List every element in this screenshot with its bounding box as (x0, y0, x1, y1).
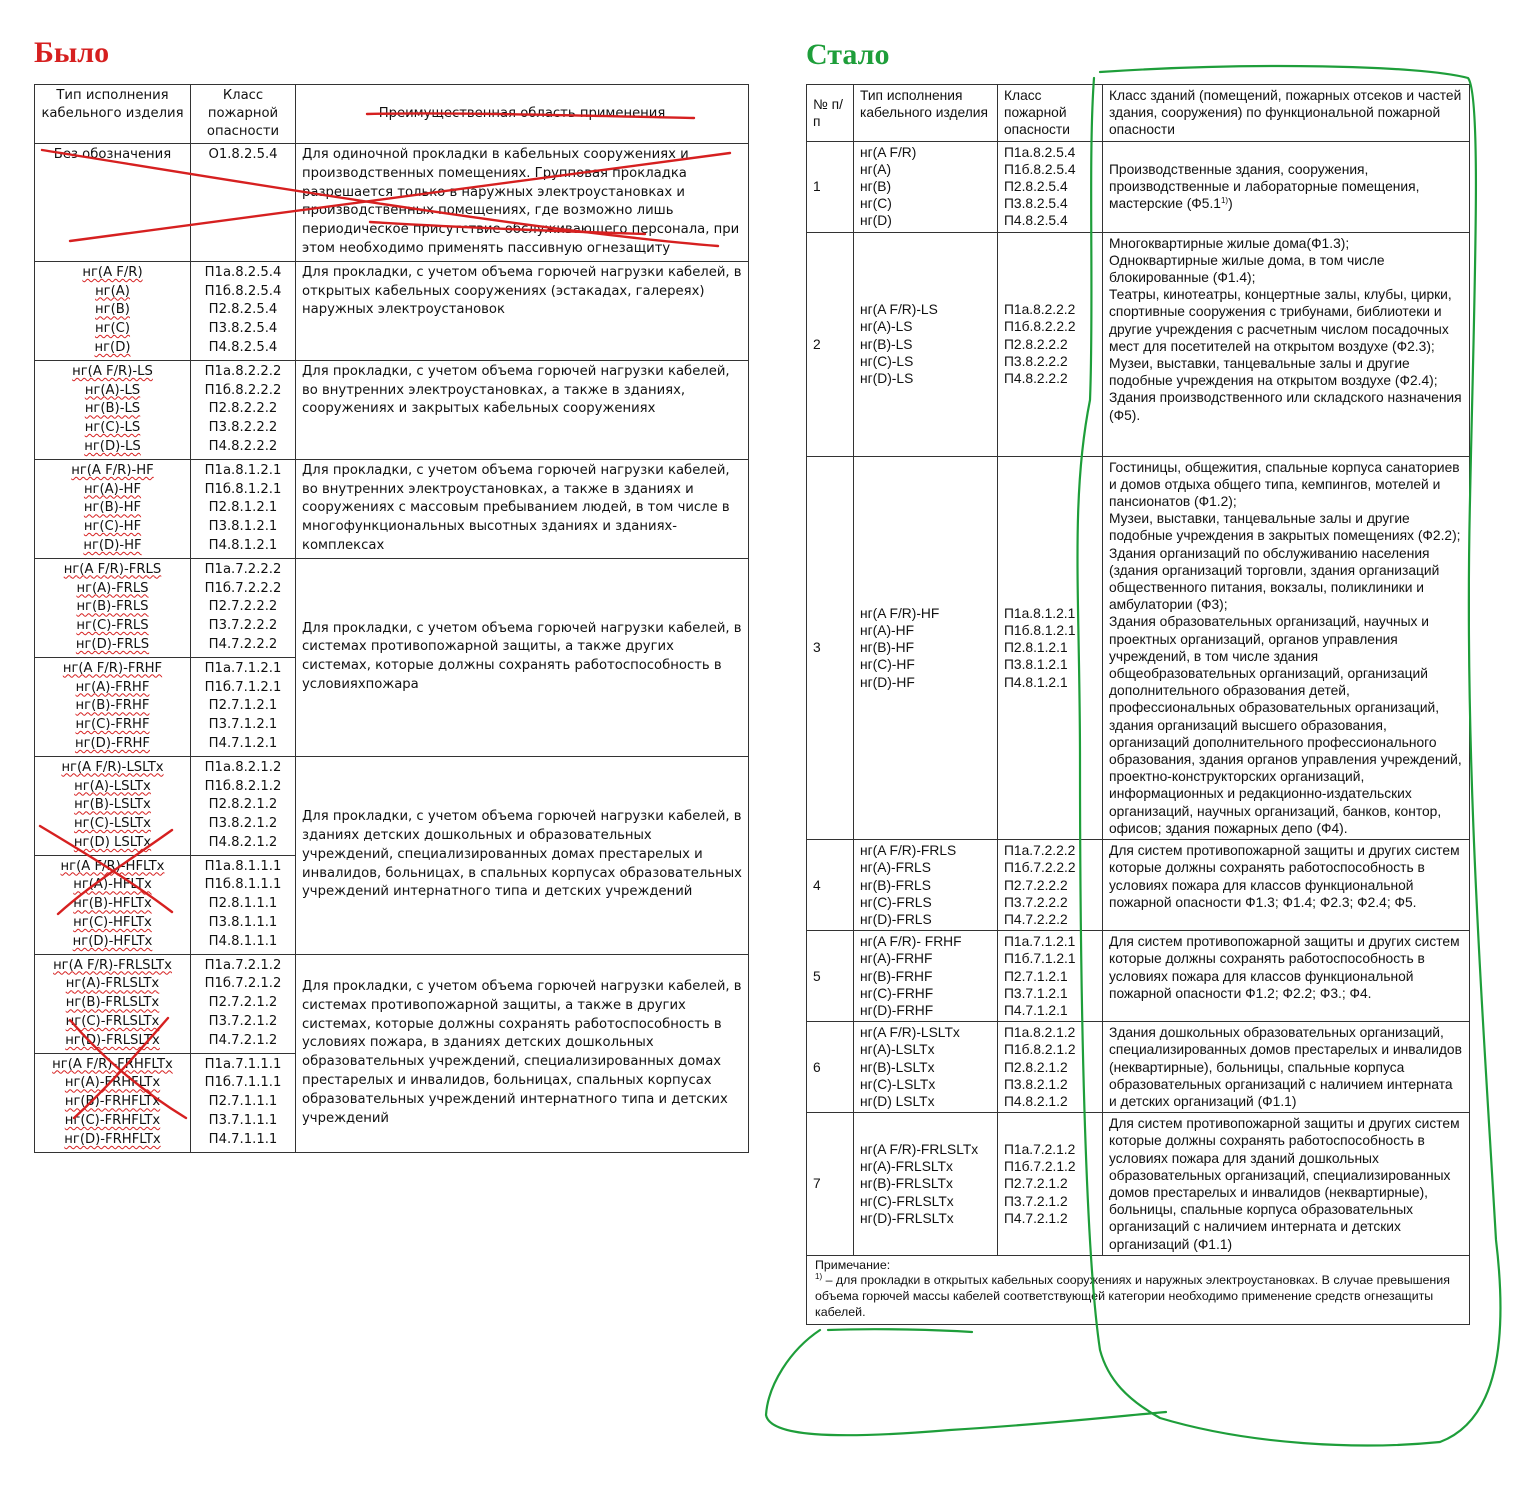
new-class-item: П1а.8.2.2.2 (1004, 302, 1076, 318)
old-class-item: П4.8.1.2.1 (208, 537, 278, 553)
old-type-item: нг(A)-HFLTx (73, 877, 152, 893)
old-type-item: нг(B)-FRLSLTx (65, 995, 160, 1011)
new-type-item: нг(A)-FRHF (860, 951, 933, 967)
new-desc-line: Многоквартирные жилые дома(Ф1.3); (1109, 235, 1350, 251)
new-row-types (854, 456, 998, 839)
new-row-types (854, 232, 998, 456)
new-class-item: П2.7.2.2.2 (1004, 877, 1068, 893)
old-class-item: П1а.8.2.5.4 (204, 264, 282, 280)
old-type-item: нг(D)-FRHF (74, 735, 150, 751)
old-row-types (35, 657, 191, 756)
old-type-item: нг(D)-FRLS (75, 636, 150, 652)
new-class-item: П3.7.2.2.2 (1004, 894, 1068, 910)
old-type-item: нг(D)-FRHFLTx (64, 1131, 161, 1147)
new-type-item: нг(D) (860, 213, 892, 229)
old-class-item: П1б.8.1.1.1 (204, 877, 282, 893)
old-class-item: П1а.7.2.1.2 (204, 957, 282, 973)
new-row-types (854, 840, 998, 931)
old-type-item: нг(A F/R)-LSLTx (61, 759, 164, 775)
old-class-item: П3.7.1.2.1 (208, 717, 278, 733)
old-class-item: П4.8.2.2.2 (208, 438, 278, 454)
new-desc-line: Одноквартирные жилые дома, в том числе блокированные (Ф1.4); (1109, 252, 1385, 286)
old-row-classes (191, 954, 296, 1053)
new-row-num: 6 (807, 1022, 854, 1113)
new-table-row (807, 141, 1470, 232)
new-row-num: 5 (807, 931, 854, 1022)
new-class-item: П1б.8.2.2.2 (1004, 319, 1076, 335)
old-row-classes (191, 657, 296, 756)
old-class-item: П1а.7.1.2.1 (204, 660, 282, 676)
new-row-desc (1103, 456, 1470, 839)
old-row-classes (191, 855, 296, 954)
new-class-item: П1б.7.2.1.2 (1004, 1159, 1076, 1175)
old-table-row (35, 360, 749, 459)
old-type-item: нг(D)-LS (84, 438, 141, 454)
old-class-item: П2.8.1.2.1 (208, 500, 278, 516)
new-type-item: нг(D)-FRLSLTx (860, 1210, 954, 1226)
old-type-item: нг(C)-FRLS (76, 618, 149, 634)
new-type-item: нг(D)-FRHF (860, 1002, 934, 1018)
old-class-item: П3.7.2.2.2 (208, 618, 278, 634)
new-type-item: нг(A) (860, 161, 892, 177)
old-table-row (35, 558, 749, 657)
new-type-item: нг(A)-LSLTx (860, 1042, 935, 1058)
new-type-item: нг(B)-LS (860, 336, 913, 352)
old-type-item: нг(B)-FRLS (76, 599, 149, 615)
old-table-row (35, 261, 749, 360)
new-row-num: 7 (807, 1113, 854, 1256)
new-class-item: П1а.7.2.2.2 (1004, 843, 1076, 859)
old-type-item: нг(A)-LSLTx (74, 778, 151, 794)
old-type-item: нг(C)-HFLTx (73, 915, 152, 931)
new-type-item: нг(B)-FRLS (860, 877, 931, 893)
old-class-item: П1а.8.1.2.1 (204, 462, 282, 478)
old-class-item: П1б.8.2.2.2 (204, 382, 282, 398)
new-table (806, 84, 1470, 1325)
new-type-item: нг(C)-FRLSLTx (860, 1193, 954, 1209)
new-class-item: П2.8.1.2.1 (1004, 640, 1068, 656)
new-class-item: П3.7.1.2.1 (1004, 985, 1068, 1001)
old-row-types (35, 360, 191, 459)
note-title: Примечание: (815, 1257, 891, 1272)
old-class-item: П3.7.2.1.2 (208, 1014, 278, 1030)
old-type-item: нг(C)-FRLSLTx (65, 1014, 160, 1030)
old-class-item: П2.7.1.2.1 (208, 698, 278, 714)
new-table-row (807, 840, 1470, 931)
old-type-item: нг(C)-FRHF (75, 717, 150, 733)
old-row-classes (191, 1053, 296, 1152)
new-type-item: нг(B)-FRLSLTx (860, 1176, 953, 1192)
old-class-item: О1.8.2.5.4 (208, 147, 278, 162)
old-type-item: нг(D) (94, 339, 131, 355)
new-class-item: П1а.8.2.1.2 (1004, 1025, 1076, 1041)
new-table-row (807, 1022, 1470, 1113)
note-text: – для прокладки в открытых кабельных сооружениях и наружных электроустановках. В случае превышения объема горючей массы кабелей соответствующей категории необходимо применение средств огнезащиты кабелей. (815, 1273, 1450, 1319)
old-class-item: П1б.7.1.2.1 (204, 679, 282, 695)
new-class-item: П1а.7.2.1.2 (1004, 1141, 1076, 1157)
old-type-item: нг(A F/R)-FRHF (62, 660, 163, 676)
new-row-desc (1103, 232, 1470, 456)
footnote-mark: 1) (1220, 196, 1229, 206)
new-type-item: нг(C)-FRLS (860, 894, 932, 910)
old-table (34, 84, 749, 1153)
new-desc-line: Музеи, выставки, танцевальные залы и другие подобные учреждения в закрытых помещениях (Ф2.2); (1109, 511, 1461, 544)
old-class-item: П1б.8.2.5.4 (204, 283, 282, 299)
new-class-item: П1а.8.1.2.1 (1004, 605, 1076, 621)
old-type-item: нг(C) (94, 321, 131, 337)
new-desc-line: Музеи, выставки, танцевальные залы и другие подобные учреждения на открытом воздухе (Ф2.4); (1109, 356, 1438, 389)
old-class-item: П1б.8.1.2.1 (204, 481, 282, 497)
old-type-item: нг(A F/R) (82, 264, 143, 280)
new-class-item: П4.8.2.1.2 (1004, 1093, 1068, 1109)
new-desc-line: Гостиницы, общежития, спальные корпуса санаториев и домов отдыха общего типа, кемпингов, мотелей и пансионатов (Ф1.2); (1109, 459, 1460, 510)
old-row-types (35, 756, 191, 855)
old-type-item: нг(D)-FRLSLTx (65, 1032, 160, 1048)
new-row-num: 2 (807, 232, 854, 456)
new-header-class: Класс пожарной опасности (998, 85, 1103, 142)
old-row-types (35, 261, 191, 360)
old-type-item: нг(B) (95, 302, 130, 318)
old-row-desc: Для одиночной прокладки в кабельных сооружениях и производственных помещениях. Групповая прокладка разрешается только в наружных электроустановках и производственных помещениях, где возможно лишь периодическое присутствие обслуживающего персонала, при этом необходимо применять пассивную огнезащиту (296, 144, 749, 262)
new-row-types (854, 1113, 998, 1256)
new-type-item: нг(D)-HF (860, 674, 915, 690)
new-type-item: нг(A)-FRLS (860, 860, 931, 876)
new-table-note (807, 1255, 1470, 1324)
new-class-item: П4.8.2.5.4 (1004, 213, 1068, 229)
old-class-item: П3.8.1.2.1 (208, 519, 278, 535)
old-table-header-row (35, 85, 749, 144)
new-row-desc-tail: ) (1228, 196, 1233, 212)
new-type-item: нг(A F/R)-FRLSLTx (860, 1141, 979, 1157)
new-row-num: 3 (807, 456, 854, 839)
new-row-types (854, 931, 998, 1022)
new-row-classes (998, 1022, 1103, 1113)
old-type-item: нг(A)-FRLS (76, 580, 149, 596)
old-type-item: нг(A) (95, 283, 130, 299)
old-row-desc: Для прокладки, с учетом объема горючей нагрузки кабелей, в зданиях детских дошкольных и образовательных учреждений, специализированных домах престарелых и инвалидов, больницах, в спальных корпусах образовательных учреждений интернатного типа и детских учреждений (296, 756, 749, 954)
old-row-classes (191, 756, 296, 855)
old-type-item: нг(A)-FRLSLTx (65, 976, 160, 992)
new-table-row (807, 456, 1470, 839)
new-type-item: нг(C)-LSLTx (860, 1076, 936, 1092)
old-class-item: П1б.7.1.1.1 (204, 1075, 282, 1091)
old-row-classes (191, 558, 296, 657)
new-type-item: нг(C) (860, 196, 892, 212)
old-row-types (35, 144, 191, 262)
old-class-item: П4.8.2.5.4 (208, 339, 278, 355)
new-class-item: П3.8.2.5.4 (1004, 196, 1068, 212)
new-class-item: П4.7.1.2.1 (1004, 1002, 1068, 1018)
old-type-item: нг(B)-FRHFLTx (64, 1094, 161, 1110)
new-row-classes (998, 931, 1103, 1022)
new-row-classes (998, 840, 1103, 931)
new-class-item: П3.8.1.2.1 (1004, 657, 1068, 673)
old-row-desc: Для прокладки, с учетом объема горючей нагрузки кабелей, в системах противопожарной защиты, а также других системах, которые должны сохранять работоспособность в условияхпожара (296, 558, 749, 756)
new-type-item: нг(A F/R)-LSLTx (860, 1025, 960, 1041)
old-row-classes (191, 261, 296, 360)
old-table-row (35, 144, 749, 262)
old-type-item: нг(D) LSLTx (73, 834, 152, 850)
old-header-class: Класс пожарной опасности (191, 85, 296, 144)
old-class-item: П1а.8.1.1.1 (204, 858, 282, 874)
old-row-types (35, 459, 191, 558)
old-class-item: П2.8.2.5.4 (208, 302, 278, 318)
new-row-desc: Для систем противопожарной защиты и других систем которые должны сохранять работоспособность в условиях пожара для классов функциональной пожарной опасности Ф1.2; Ф2.2; Ф3.; Ф4. (1103, 931, 1470, 1022)
new-class-item: П2.8.2.5.4 (1004, 179, 1068, 195)
old-header-area (296, 85, 749, 144)
old-type-item: нг(B)-HFLTx (73, 896, 152, 912)
old-class-item: П4.7.1.1.1 (208, 1131, 278, 1147)
old-type-item: нг(A F/R)-FRLSLTx (53, 957, 172, 973)
new-row-desc: Для систем противопожарной защиты и других систем которые должны сохранять работоспособность в условиях пожара для классов функциональной пожарной опасности Ф1.3; Ф1.4; Ф2.3; Ф2.4; Ф5. (1103, 840, 1470, 931)
old-class-item: П4.8.1.1.1 (208, 933, 278, 949)
old-class-item: П2.7.1.1.1 (208, 1094, 278, 1110)
new-class-item: П1а.8.2.5.4 (1004, 144, 1076, 160)
new-class-item: П3.7.2.1.2 (1004, 1193, 1068, 1209)
new-row-types (854, 141, 998, 232)
old-row-desc: Для прокладки, с учетом объема горючей нагрузки кабелей, в системах противопожарной защиты, а также в других системах, которые должны сохранять работоспособность в условиях пожара, в зданиях детских дошкольных образовательных учреждений, специализированных домах престарелых и инвалидов, больницах, спальных корпусах образовательных учреждений интернатного типа и детских учреждений (296, 954, 749, 1152)
new-row-desc: Для систем противопожарной защиты и других систем которые должны сохранять работоспособность в условиях пожара для зданий дошкольных образовательных организаций, специализированных домов престарелых и инвалидов (неквартирные), больницы, спальные корпуса образовательных организаций с наличием интерната и детских организаций (Ф1.1) (1103, 1113, 1470, 1256)
new-desc-line: Здания образовательных организаций, научных и проектных организаций, органов управления учреждений, в том числе здания общеобразовательных организаций, организаций дополнительного образования детей, профессиональных образовательных организаций, здания организаций высшего образования, организаций дополнительного профессионального образования, здания органов управления учреждений, проектно-конструкторских организаций, информационных и редакционно-издательских организаций, научных организаций, банков, контор, офисов; здания пожарных депо (Ф4). (1109, 614, 1462, 836)
new-type-item: нг(D)-LS (860, 370, 914, 386)
new-class-item: П4.7.2.1.2 (1004, 1210, 1068, 1226)
old-row-desc: Для прокладки, с учетом объема горючей нагрузки кабелей, в открытых кабельных сооружениях (эстакадах, галереях) наружных электроустановок (296, 261, 749, 360)
old-class-item: П4.7.2.1.2 (208, 1032, 278, 1048)
old-class-item: П4.7.2.2.2 (208, 636, 278, 652)
note-body (815, 1273, 1461, 1320)
old-header-type: Тип исполнения кабельного изделия (35, 85, 191, 144)
new-row-types (854, 1022, 998, 1113)
old-table-row (35, 756, 749, 855)
old-row-classes (191, 360, 296, 459)
old-class-item: П1б.8.2.1.2 (204, 778, 282, 794)
old-type-item: нг(D)-HFLTx (72, 933, 153, 949)
new-row-desc (1103, 141, 1470, 232)
new-type-item: нг(A F/R)-HF (860, 605, 940, 621)
new-type-item: нг(C)-LS (860, 353, 914, 369)
new-row-classes (998, 456, 1103, 839)
new-class-item: П1б.8.2.5.4 (1004, 161, 1076, 177)
old-type-item: нг(A F/R)-FRLS (63, 561, 162, 577)
old-class-item: П4.8.2.1.2 (208, 834, 278, 850)
new-type-item: нг(B)-HF (860, 640, 915, 656)
new-class-item: П1б.8.1.2.1 (1004, 623, 1076, 639)
old-type-item: Без обозначения (53, 147, 172, 162)
new-row-classes (998, 232, 1103, 456)
old-type-item: нг(A)-LS (84, 382, 141, 398)
new-class-item: П2.7.1.2.1 (1004, 968, 1068, 984)
new-header-type: Тип исполнения кабельного изделия (854, 85, 998, 142)
new-table-row (807, 232, 1470, 456)
new-class-item: П4.8.1.2.1 (1004, 674, 1068, 690)
old-type-item: нг(A)-HF (83, 481, 142, 497)
new-row-classes (998, 141, 1103, 232)
old-type-item: нг(C)-HF (83, 519, 142, 535)
new-row-desc-text: Производственные здания, сооружения, производственные и лабораторные помещения, мастерские (Ф5.1 (1109, 161, 1420, 212)
new-type-item: нг(C)-FRHF (860, 985, 934, 1001)
new-class-item: П2.8.2.2.2 (1004, 336, 1068, 352)
new-type-item: нг(A)-FRLSLTx (860, 1159, 953, 1175)
new-row-num: 1 (807, 141, 854, 232)
new-class-item: П4.7.2.2.2 (1004, 911, 1068, 927)
new-row-desc: Здания дошкольных образовательных организаций, специализированных домов престарелых и инвалидов (неквартирные), больницы, спальные корпуса образовательных организаций с наличием интерната и детских организаций (Ф1.1) (1103, 1022, 1470, 1113)
old-type-item: нг(B)-FRHF (75, 698, 150, 714)
old-type-item: нг(D)-HF (83, 537, 142, 553)
new-type-item: нг(B)-LSLTx (860, 1059, 935, 1075)
new-type-item: нг(A)-LS (860, 319, 913, 335)
new-row-num: 4 (807, 840, 854, 931)
old-type-item: нг(A F/R)-FRHFLTx (52, 1056, 173, 1072)
new-table-row (807, 1113, 1470, 1256)
new-class-item: П3.8.2.1.2 (1004, 1076, 1068, 1092)
new-desc-line: Театры, кинотеатры, концертные залы, клубы, цирки, спортивные сооружения с трибунами, библиотеки и другие учреждения с расчетным числом посадочных мест для посетителей на открытом воздухе (Ф2.3); (1109, 287, 1452, 354)
old-type-item: нг(A)-FRHF (75, 679, 150, 695)
old-row-types (35, 1053, 191, 1152)
green-circle-mark (766, 1329, 1166, 1435)
new-type-item: нг(D)-FRLS (860, 911, 932, 927)
old-table-row (35, 459, 749, 558)
old-type-item: нг(C)-LSLTx (74, 816, 151, 832)
old-class-item: П3.8.2.1.2 (208, 816, 278, 832)
old-class-item: П2.7.2.2.2 (208, 599, 278, 615)
old-class-item: П3.8.2.2.2 (208, 420, 278, 436)
old-class-item: П1а.7.2.2.2 (204, 561, 282, 577)
new-type-item: нг(A F/R)- FRHF (860, 934, 962, 950)
new-class-item: П1б.8.2.1.2 (1004, 1042, 1076, 1058)
old-class-item: П2.8.1.1.1 (208, 896, 278, 912)
old-class-item: П3.7.1.1.1 (208, 1113, 278, 1129)
old-row-types (35, 954, 191, 1053)
new-type-item: нг(A F/R) (860, 144, 917, 160)
new-class-item: П2.7.2.1.2 (1004, 1176, 1068, 1192)
new-title: Стало (806, 38, 890, 71)
old-type-item: нг(B)-LSLTx (74, 797, 151, 813)
new-type-item: нг(A F/R)-LS (860, 302, 938, 318)
old-class-item: П1а.7.1.1.1 (204, 1056, 282, 1072)
new-type-item: нг(B)-FRHF (860, 968, 933, 984)
old-class-item: П1а.8.2.2.2 (204, 363, 282, 379)
new-class-item: П1а.7.1.2.1 (1004, 934, 1076, 950)
old-type-item: нг(A F/R)-HF (71, 462, 154, 478)
new-class-item: П2.8.2.1.2 (1004, 1059, 1068, 1075)
old-type-item: нг(B)-LS (84, 401, 141, 417)
new-type-item: нг(A F/R)-FRLS (860, 843, 957, 859)
new-table-row (807, 931, 1470, 1022)
old-type-item: нг(A F/R)-HFLTx (60, 858, 165, 874)
old-class-item: П3.8.1.1.1 (208, 915, 278, 931)
old-table-row (35, 954, 749, 1053)
old-type-item: нг(B)-HF (83, 500, 142, 516)
new-class-item: П1б.7.1.2.1 (1004, 951, 1076, 967)
new-class-item: П1б.7.2.2.2 (1004, 860, 1076, 876)
note-footnote-mark: 1) (815, 1272, 823, 1282)
old-type-item: нг(A)-FRHFLTx (64, 1075, 161, 1091)
old-class-item: П2.8.2.1.2 (208, 797, 278, 813)
new-type-item: нг(C)-HF (860, 657, 915, 673)
new-class-item: П3.8.2.2.2 (1004, 353, 1068, 369)
old-class-item: П3.8.2.5.4 (208, 321, 278, 337)
new-desc-line: Здания организаций по обслуживанию населения (здания организаций торговли, здания организаций общественного питания, вокзалы, поликлиники и амбулатории (Ф3); (1109, 545, 1440, 613)
old-type-item: нг(A F/R)-LS (72, 363, 153, 379)
new-table-header-row (807, 85, 1470, 142)
new-type-item: нг(A)-HF (860, 623, 915, 639)
old-type-item: нг(C)-FRHFLTx (64, 1113, 161, 1129)
new-header-num: № п/п (807, 85, 854, 142)
new-table-note-row (807, 1255, 1470, 1324)
old-header-area-label: Преимущественная область применения (378, 106, 666, 121)
old-row-desc: Для прокладки, с учетом объема горючей нагрузки кабелей, во внутренних электроустановках, а также в зданиях и сооружениях с массовым пребыванием людей, в том числе в многофункциональных высотных зданиях и зданиях-комплексах (296, 459, 749, 558)
new-desc-line: Здания производственного или складского назначения (Ф5). (1109, 390, 1462, 423)
new-header-building: Класс зданий (помещений, пожарных отсеков и частей здания, сооружения) по функциональной пожарной опасности (1103, 85, 1470, 142)
old-row-types (35, 558, 191, 657)
old-class-item: П1б.7.2.2.2 (204, 580, 282, 596)
old-class-item: П2.8.2.2.2 (208, 401, 278, 417)
new-row-classes (998, 1113, 1103, 1256)
old-class-item: П1а.8.2.1.2 (204, 759, 282, 775)
old-type-item: нг(C)-LS (84, 420, 141, 436)
old-class-item: П2.7.2.1.2 (208, 995, 278, 1011)
new-type-item: нг(B) (860, 179, 892, 195)
old-row-classes (191, 144, 296, 262)
new-type-item: нг(D) LSLTx (860, 1093, 935, 1109)
old-row-types (35, 855, 191, 954)
old-row-classes (191, 459, 296, 558)
old-row-desc: Для прокладки, с учетом объема горючей нагрузки кабелей, во внутренних электроустановках, а также в зданиях, сооружениях и закрытых кабельных сооружениях (296, 360, 749, 459)
old-class-item: П4.7.1.2.1 (208, 735, 278, 751)
old-class-item: П1б.7.2.1.2 (204, 976, 282, 992)
old-title: Было (34, 36, 110, 69)
new-class-item: П4.8.2.2.2 (1004, 370, 1068, 386)
